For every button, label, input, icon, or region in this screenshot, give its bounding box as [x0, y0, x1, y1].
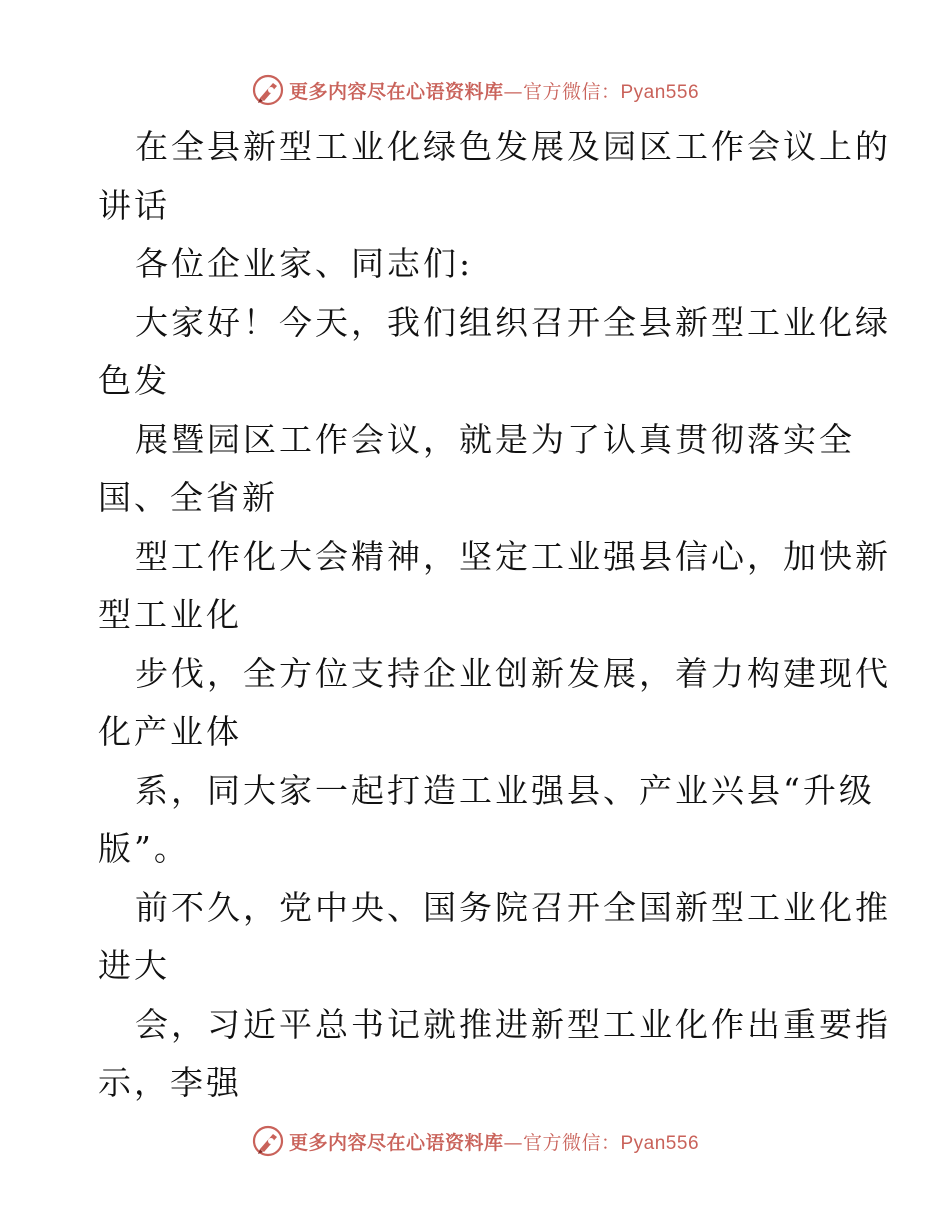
- footer-banner: [0, 1121, 950, 1161]
- text-line: 示，李强: [98, 1063, 242, 1102]
- text-line: 前不久，党中央、国务院召开全国新型工业化推: [135, 887, 891, 927]
- text-line: 大家好！今天，我们组织召开全县新型工业化绿: [135, 302, 891, 342]
- text-line: 会，习近平总书记就推进新型工业化作出重要指: [135, 1004, 891, 1044]
- text-line: 进大: [98, 946, 170, 985]
- header-banner: [0, 70, 950, 110]
- pen-logo-icon: [251, 73, 285, 107]
- banner-text: 更多内容尽在心语资料库—官方微信：Pyan556: [288, 1131, 700, 1154]
- text-line: 色发: [98, 361, 170, 400]
- text-line: 化产业体: [98, 712, 242, 751]
- text-line: 国、全省新: [98, 478, 278, 517]
- salutation: 各位企业家、同志们:: [135, 244, 474, 283]
- text-line: 系，同大家一起打造工业强县、产业兴县“升级: [135, 770, 875, 810]
- title-line-2: 讲话: [98, 185, 170, 225]
- text-line: 型工业化: [98, 595, 242, 634]
- title-line-1: 在全县新型工业化绿色发展及园区工作会议上的: [135, 127, 891, 166]
- text-line: 版”。: [98, 829, 190, 868]
- text-line: 型工作化大会精神，坚定工业强县信心，加快新: [135, 536, 891, 576]
- text-line: 步伐，全方位支持企业创新发展，着力构建现代: [135, 653, 891, 693]
- pen-logo-icon: [251, 1124, 285, 1158]
- text-line: 展暨园区工作会议，就是为了认真贯彻落实全: [135, 419, 855, 459]
- document-body: [98, 118, 891, 1113]
- banner-text: 更多内容尽在心语资料库—官方微信：Pyan556: [288, 80, 700, 103]
